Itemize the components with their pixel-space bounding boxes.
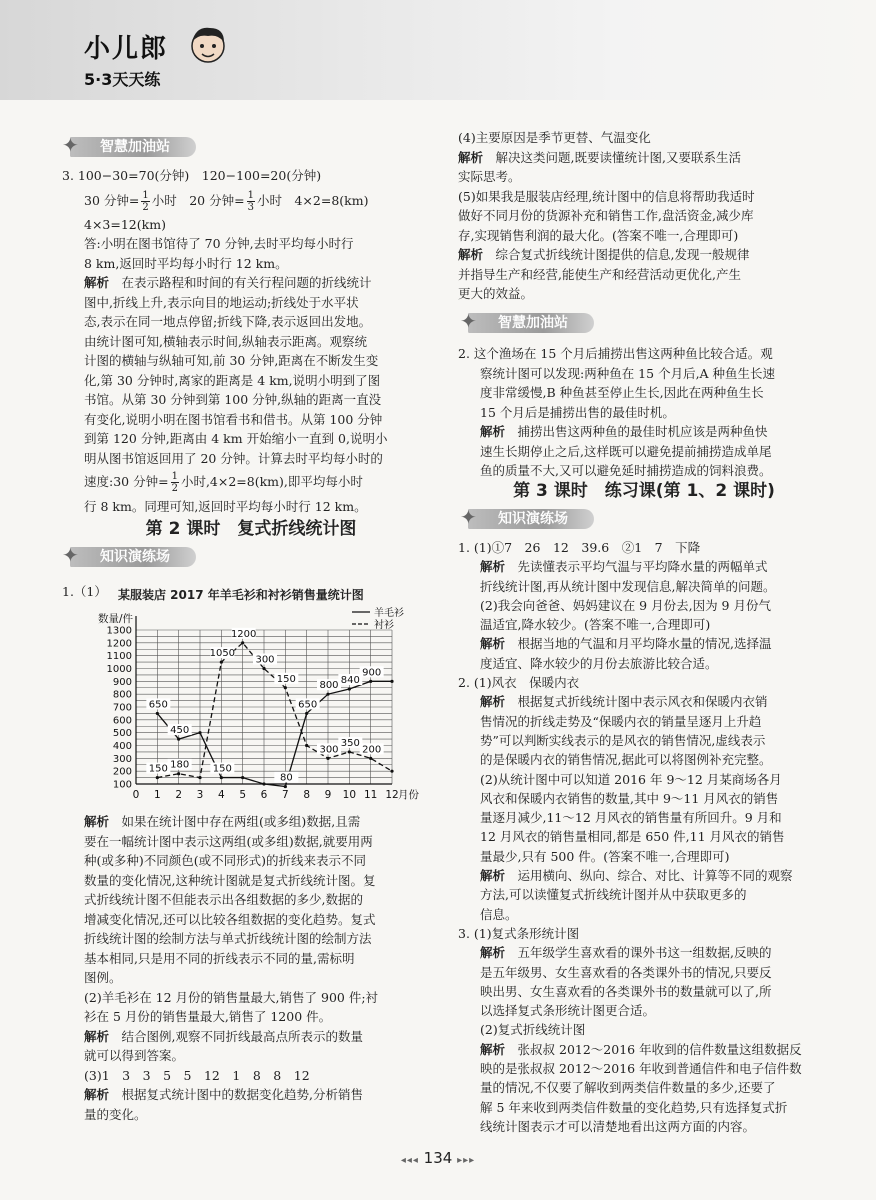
data-point bbox=[198, 731, 201, 734]
section-label: 知识演练场 bbox=[468, 509, 594, 529]
x-tick-label: 5 bbox=[239, 789, 247, 801]
analysis-line: 度适宜、降水较少的月份去旅游比较合适。 bbox=[480, 655, 718, 671]
analysis-label: 解析 bbox=[84, 1087, 110, 1102]
data-label: 150 bbox=[276, 673, 296, 685]
answer-line: 3. (1)复式条形统计图 bbox=[458, 925, 580, 941]
analysis-line: 五年级学生喜欢看的课外书这一组数据,反映的 bbox=[505, 945, 772, 961]
data-point bbox=[262, 667, 265, 670]
frac-den: 2 bbox=[142, 201, 149, 213]
sales-line-chart bbox=[90, 604, 440, 810]
data-point bbox=[241, 641, 244, 644]
data-point bbox=[348, 687, 351, 690]
section-header-practice-2 bbox=[460, 505, 594, 530]
data-point bbox=[284, 785, 287, 788]
fraction bbox=[247, 190, 255, 213]
q3-l2-c: 小时 4×2=8(km) bbox=[256, 192, 369, 208]
analysis-line: 图例。 bbox=[84, 970, 122, 985]
q3-answer-1: 答:小明在图书馆待了 70 分钟,去时平均每小时行 bbox=[84, 236, 354, 251]
answer-line: (4)主要原因是季节更替、气温变化 bbox=[458, 130, 651, 145]
answer-line: (5)如果我是服装店经理,统计图中的信息将帮助我适时 bbox=[458, 188, 755, 204]
data-label: 840 bbox=[340, 675, 360, 687]
analysis-line: 捕捞出售这两种鱼的最佳时机应该是两种鱼快 bbox=[505, 424, 768, 439]
analysis-line: 并指导生产和经营,能使生产和经营活动更优化,产生 bbox=[458, 266, 741, 282]
star-icon bbox=[62, 132, 84, 158]
answer-line: 1. (1)①7 26 12 39.6 ②1 7 下降 bbox=[458, 540, 701, 555]
page-number: 134 bbox=[423, 1149, 453, 1167]
left-column-top bbox=[62, 166, 440, 517]
legend-label: 衬衫 bbox=[374, 620, 394, 631]
analysis-line: 量的情况,不仅要了解收到两类信件数量的多少,还要了 bbox=[480, 1080, 776, 1096]
y-tick-label: 500 bbox=[112, 728, 132, 740]
answer-line: 2. (1)风衣 保暖内衣 bbox=[458, 675, 580, 691]
y-tick-label: 800 bbox=[112, 689, 132, 701]
right-column-top bbox=[458, 128, 830, 304]
q3-line1: 3. 100−30=70(分钟) 120−100=20(分钟) bbox=[62, 168, 322, 183]
answer-line: 存,实现销售利润的最大化。(答案不唯一,合理即可) bbox=[458, 227, 739, 243]
legend-label: 羊毛衫 bbox=[374, 608, 404, 619]
speed-a: 速度:30 分钟= bbox=[84, 474, 169, 489]
analysis-line: 结合图例,观察不同折线最高点所表示的数量 bbox=[109, 1028, 363, 1044]
analysis-line: 有变化,说明小明在图书馆看书和借书。从第 100 分钟 bbox=[84, 411, 383, 427]
answer-line: 衫在 5 月份的销售量最大,销售了 1200 件。 bbox=[84, 1009, 332, 1024]
series-line-1 bbox=[157, 681, 392, 786]
y-tick-label: 1200 bbox=[106, 638, 132, 650]
y-tick-label: 600 bbox=[112, 715, 132, 727]
data-label: 800 bbox=[319, 680, 339, 692]
section-header-boost-2 bbox=[460, 309, 594, 334]
x-tick-label: 1 bbox=[153, 789, 161, 801]
analysis-line: 折线统计图的绘制方法与单式折线统计图的绘制方法 bbox=[84, 931, 372, 946]
data-label: 1200 bbox=[230, 628, 257, 640]
answer-line: 度非常缓慢,B 种鱼甚至停止生长,因此在两种鱼生长 bbox=[480, 385, 764, 400]
analysis-line: 是五年级男、女生喜欢看的各类课外书的情况,只要反 bbox=[480, 964, 772, 980]
answer-line: 察统计图可以发现:两种鱼在 15 个月后,A 种鱼生长速 bbox=[480, 365, 776, 381]
data-point bbox=[305, 744, 308, 747]
analysis-label: 解析 bbox=[480, 559, 506, 575]
analysis-line: 在表示路程和时间的有关行程问题的折线统计 bbox=[109, 275, 372, 290]
brand-top: 小儿郎 bbox=[84, 34, 169, 64]
data-point bbox=[156, 776, 159, 779]
analysis-line: 明从图书馆返回用了 20 分钟。计算去时平均每小时的 bbox=[84, 450, 383, 466]
analysis-line: 到第 120 分钟,距离由 4 km 开始缩小一直到 0,说明小 bbox=[84, 431, 388, 446]
star-icon bbox=[62, 542, 84, 568]
analysis-line: 映出男、女生喜欢看的各类课外书的数量就可以了,所 bbox=[480, 983, 772, 999]
q3-line2 bbox=[62, 190, 440, 213]
q3-line3: 4×3=12(km) bbox=[84, 216, 166, 232]
data-label: 1050 bbox=[209, 648, 236, 660]
analysis-line: 解决这类问题,既要读懂统计图,又要联系生活 bbox=[483, 149, 741, 165]
lesson-3-title: 第 3 课时 练习课(第 1、2 课时) bbox=[513, 481, 775, 501]
analysis-line: 的是保暖内衣的销售情况,据此可以将图例补充完整。 bbox=[480, 752, 772, 768]
prev-arrows-icon: ◂◂◂ bbox=[400, 1155, 419, 1166]
analysis-line: 根据复式折线统计图中表示风衣和保暖内衣销 bbox=[505, 694, 768, 710]
answer-line: (2)我会向爸爸、妈妈建议在 9 月份去,因为 9 月份气 bbox=[480, 597, 771, 613]
analysis-line: 化,第 30 分钟时,离家的距离是 4 km,说明小明到了图 bbox=[84, 372, 381, 388]
q3-analysis bbox=[62, 273, 440, 517]
answer-line: (2)从统计图中可以知道 2016 年 9～12 月某商场各月 bbox=[480, 771, 782, 787]
y-tick-label: 1100 bbox=[106, 651, 132, 663]
data-point bbox=[369, 680, 372, 683]
answer-line: 温适宜,降水较少。(答案不唯一,合理即可) bbox=[480, 617, 711, 633]
y-tick-label: 900 bbox=[112, 676, 132, 688]
analysis-line: 根据复式统计图中的数据变化趋势,分析销售 bbox=[109, 1087, 363, 1102]
data-point bbox=[326, 693, 329, 696]
analysis-line: 式折线统计图不但能表示出各组数据的多少,数据的 bbox=[84, 892, 363, 907]
data-point bbox=[177, 737, 180, 740]
data-label: 650 bbox=[148, 699, 168, 711]
data-label: 300 bbox=[255, 654, 275, 666]
q1-number: 1.（1） bbox=[62, 584, 107, 599]
svg-text:✦: ✦ bbox=[62, 133, 79, 157]
analysis-label: 解析 bbox=[480, 424, 506, 439]
analysis-line: 书馆。从第 30 分钟到第 100 分钟,纵轴的距离一直没 bbox=[84, 392, 382, 407]
analysis-line: 映的是张叔叔 2012～2016 年收到普通信件和电子信件数 bbox=[480, 1061, 802, 1077]
right-q2 bbox=[458, 344, 830, 481]
frac-num: 1 bbox=[142, 189, 149, 201]
analysis-line: 增减变化情况,还可以比较各组数据的变化趋势。复式 bbox=[84, 911, 376, 927]
answer-line: (2)羊毛衫在 12 月份的销售量最大,销售了 900 件;衬 bbox=[84, 989, 379, 1005]
data-point bbox=[156, 712, 159, 715]
data-label: 300 bbox=[319, 744, 339, 756]
x-tick-label: 7 bbox=[281, 789, 289, 801]
y-tick-label: 200 bbox=[112, 766, 132, 778]
analysis-label: 解析 bbox=[84, 814, 110, 829]
chart-title: 某服装店 2017 年羊毛衫和衬衫销售量统计图 bbox=[118, 588, 364, 602]
section-label: 智慧加油站 bbox=[70, 137, 196, 157]
data-point bbox=[284, 686, 287, 689]
data-point bbox=[305, 712, 308, 715]
x-tick-label: 3 bbox=[196, 789, 204, 801]
data-label: 200 bbox=[362, 744, 382, 756]
lesson-2-title: 第 2 课时 复式折线统计图 bbox=[145, 519, 357, 539]
analysis-line: 更大的效益。 bbox=[458, 286, 534, 301]
data-label: 450 bbox=[170, 725, 190, 737]
data-label: 350 bbox=[340, 737, 360, 749]
y-axis-label: 数量/件 bbox=[98, 613, 134, 625]
answer-line: 15 个月后是捕捞出售的最佳时机。 bbox=[480, 404, 675, 420]
data-point bbox=[390, 770, 393, 773]
y-tick-label: 1300 bbox=[106, 625, 132, 637]
section-header-boost-1 bbox=[62, 133, 196, 158]
x-tick-label: 4 bbox=[217, 789, 225, 801]
analysis-line: 基本相同,只是用不同的折线表示不同的量,需标明 bbox=[84, 950, 355, 966]
y-tick-label: 100 bbox=[112, 779, 132, 791]
data-label: 150 bbox=[212, 763, 232, 775]
analysis-line: 种(或多种)不同颜色(或不同形式)的折线来表示不同 bbox=[84, 853, 367, 868]
analysis-line: 数量的变化情况,这种统计图就是复式折线统计图。复 bbox=[84, 872, 376, 888]
analysis-line: 先读懂表示平均气温与平均降水量的两幅单式 bbox=[505, 559, 768, 575]
analysis-line: 解 5 年来收到两类信件数量的变化趋势,只有选择复式折 bbox=[480, 1099, 788, 1115]
x-tick-label: 0 bbox=[132, 789, 140, 801]
data-label: 180 bbox=[170, 759, 190, 771]
data-point bbox=[241, 776, 244, 779]
analysis-line: 根据当地的气温和月平均降水量的情况,选择温 bbox=[505, 636, 772, 652]
x-axis-label: 月份 bbox=[398, 789, 419, 801]
x-tick-label: 8 bbox=[303, 789, 311, 801]
x-tick-label: 9 bbox=[324, 789, 332, 801]
analysis-label: 解析 bbox=[480, 1041, 506, 1057]
analysis-label: 解析 bbox=[84, 1028, 110, 1044]
frac-num: 1 bbox=[247, 189, 254, 201]
answer-line: (2)复式折线统计图 bbox=[480, 1022, 586, 1038]
analysis-line: 如果在统计图中存在两组(或多组)数据,且需 bbox=[109, 814, 361, 829]
answer-line: 量逐月减少,11～12 月风衣的销售量有所回升。9 月和 bbox=[480, 810, 782, 826]
analysis-line: 实际思考。 bbox=[458, 169, 521, 184]
x-tick-label: 11 bbox=[363, 789, 378, 801]
frac-den: 3 bbox=[247, 201, 254, 213]
analysis-line: 以选择复式条形统计图更合适。 bbox=[480, 1003, 656, 1019]
y-tick-label: 400 bbox=[112, 741, 132, 752]
answer-line: 量最少,只有 500 件。(答案不唯一,合理即可) bbox=[480, 848, 730, 864]
analysis-line: 售情况的折线走势及“保暖内衣的销量呈逐月上升趋 bbox=[480, 713, 762, 729]
section-header-practice-1 bbox=[62, 543, 196, 568]
analysis-line: 方法,可以读懂复式折线统计图并从中获取更多的 bbox=[480, 887, 747, 903]
analysis-line: 由统计图可知,横轴表示时间,纵轴表示距离。观察统 bbox=[84, 333, 367, 349]
analysis-line: 就可以得到答案。 bbox=[84, 1048, 185, 1063]
analysis-label: 解析 bbox=[458, 149, 484, 165]
answer-line: (3)1 3 3 5 5 12 1 8 8 12 bbox=[84, 1067, 310, 1083]
x-tick-label: 6 bbox=[260, 789, 268, 801]
data-point bbox=[326, 757, 329, 760]
data-point bbox=[348, 750, 351, 753]
star-icon bbox=[460, 308, 482, 334]
section-label: 知识演练场 bbox=[70, 547, 196, 567]
analysis-line: 计图的横轴与纵轴可知,前 30 分钟,距离在不断发生变 bbox=[84, 353, 379, 368]
analysis-line: 线统计图表示才可以清楚地看出这两方面的内容。 bbox=[480, 1118, 756, 1134]
data-point bbox=[262, 782, 265, 785]
answer-line: 2. 这个渔场在 15 个月后捕捞出售这两种鱼比较合适。观 bbox=[458, 346, 773, 361]
data-label: 150 bbox=[148, 763, 168, 775]
right-column-bottom bbox=[458, 538, 830, 1136]
answer-line: 风衣和保暖内衣销售的数量,其中 9～11 月风衣的销售 bbox=[480, 790, 779, 806]
star-icon bbox=[460, 504, 482, 530]
frac-den: 2 bbox=[171, 483, 178, 494]
y-tick-label: 700 bbox=[112, 702, 132, 714]
svg-text:✦: ✦ bbox=[460, 309, 477, 333]
fraction bbox=[141, 190, 149, 213]
svg-text:✦: ✦ bbox=[62, 543, 79, 567]
analysis-line: 速生长期停止之后,这样既可以避免提前捕捞造成单尾 bbox=[480, 443, 772, 459]
data-point bbox=[177, 772, 180, 775]
analysis-line: 势”可以判断实线表示的是风衣的销售情况,虚线表示 bbox=[480, 732, 766, 748]
data-point bbox=[369, 757, 372, 760]
analysis-line: 张叔叔 2012～2016 年收到的信件数量这组数据反 bbox=[505, 1041, 802, 1057]
data-point bbox=[198, 776, 201, 779]
speed-c: 行 8 km。同理可知,返回时平均每小时行 12 km。 bbox=[84, 499, 367, 514]
data-point bbox=[220, 776, 223, 779]
analysis-line: 态,表示在同一地点停留;折线下降,表示返回出发地。 bbox=[84, 314, 372, 329]
next-arrows-icon: ▸▸▸ bbox=[457, 1155, 476, 1166]
analysis-label: 解析 bbox=[480, 694, 506, 710]
speed-b: 小时,4×2=8(km),即平均每小时 bbox=[180, 474, 363, 489]
data-point bbox=[220, 660, 223, 663]
analysis-line: 鱼的质量不大,又可以避免延时捕捞造成的饲料浪费。 bbox=[480, 463, 772, 478]
svg-text:✦: ✦ bbox=[460, 505, 477, 529]
x-tick-label: 2 bbox=[175, 789, 183, 801]
data-label: 80 bbox=[279, 772, 293, 784]
answer-line: 12 月风衣的销售量相同,都是 650 件,11 月风衣的销售 bbox=[480, 829, 785, 845]
answer-line: 做好不同月份的货源补充和销售工作,盘活资金,减少库 bbox=[458, 208, 754, 223]
analysis-line: 信息。 bbox=[480, 906, 518, 922]
analysis-line: 要在一幅统计图中表示这两组(或多组)数据,就要用两 bbox=[84, 833, 373, 849]
analysis-label: 解析 bbox=[480, 636, 506, 652]
frac-num: 1 bbox=[171, 471, 178, 482]
x-tick-label: 12 bbox=[385, 789, 399, 801]
brand-logo bbox=[84, 28, 168, 90]
analysis-label: 解析 bbox=[480, 945, 506, 961]
analysis-line: 折线统计图,再从统计图中发现信息,解决简单的问题。 bbox=[480, 578, 776, 594]
fraction bbox=[171, 471, 179, 494]
analysis-line: 运用横向、纵向、综合、对比、计算等不同的观察 bbox=[505, 868, 793, 884]
data-point bbox=[390, 680, 393, 683]
data-label: 650 bbox=[298, 699, 318, 711]
analysis-line: 量的变化。 bbox=[84, 1106, 147, 1122]
q3-answer-2: 8 km,返回时平均每小时行 12 km。 bbox=[84, 255, 288, 271]
analysis-label: 解析 bbox=[84, 275, 110, 290]
section-label: 智慧加油站 bbox=[468, 313, 594, 333]
analysis-line: 综合复式折线统计图提供的信息,发现一般规律 bbox=[483, 247, 750, 262]
x-tick-label: 10 bbox=[342, 789, 357, 801]
page-number-bar bbox=[0, 1149, 876, 1167]
data-label: 900 bbox=[362, 667, 382, 679]
y-tick-label: 300 bbox=[112, 753, 132, 765]
speed-line bbox=[84, 471, 440, 494]
y-tick-label: 1000 bbox=[106, 664, 132, 675]
analysis-label: 解析 bbox=[480, 868, 506, 884]
analysis-line: 图中,折线上升,表示向目的地运动;折线处于水平状 bbox=[84, 294, 359, 310]
brand-bottom: 5·3天天练 bbox=[84, 70, 161, 89]
analysis-label: 解析 bbox=[458, 247, 484, 262]
q3-l2-a: 30 分钟= bbox=[84, 192, 140, 208]
mascot-icon bbox=[188, 22, 228, 68]
left-column-bottom bbox=[84, 812, 440, 1124]
q3-l2-b: 小时 20 分钟= bbox=[151, 192, 245, 208]
